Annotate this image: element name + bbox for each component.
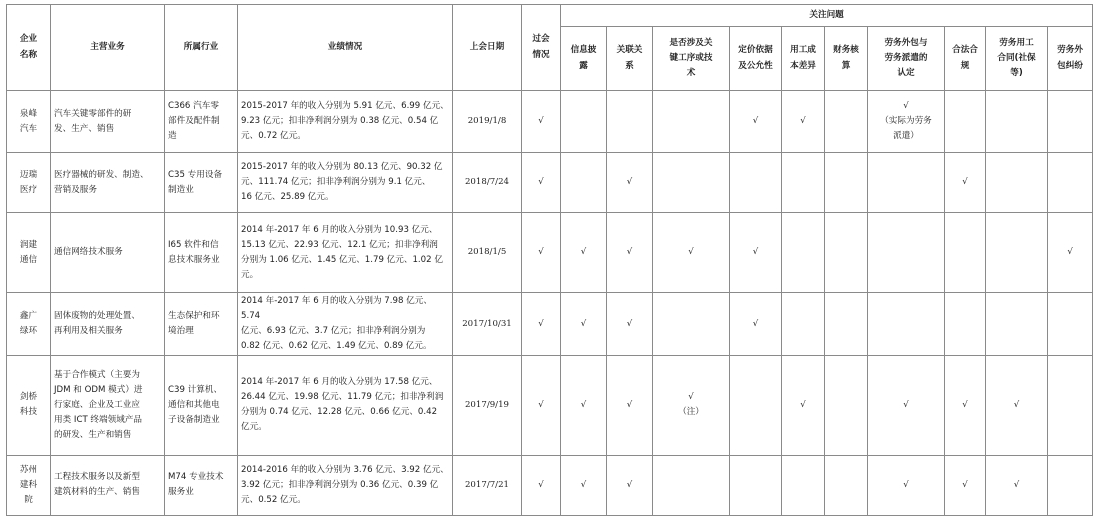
concern-cell bbox=[1048, 153, 1093, 213]
concern-cell: √ bbox=[986, 455, 1048, 515]
performance-cell: 2014 年-2017 年 6 月的收入分别为 7.98 亿元、5.74 亿元、6.93 亿元、3.7 亿元；扣非净利润分别为 0.82 亿元、0.62 亿元、1.49 亿元、0.89 亿元。 bbox=[238, 293, 453, 355]
concern-cell: √ bbox=[986, 355, 1048, 455]
concern-cell: √ bbox=[945, 455, 986, 515]
header-concern-labor-contract: 劳务用工 合同(社保 等) bbox=[986, 27, 1048, 91]
company-name-cell: 鑫广 绿环 bbox=[7, 293, 51, 355]
passed-cell: √ bbox=[522, 153, 561, 213]
performance-cell: 2015-2017 年的收入分别为 80.13 亿元、90.32 亿 元、111.74 亿元；扣非净利润分别为 9.1 亿元、 16 亿元、25.89 亿元。 bbox=[238, 153, 453, 213]
concern-cell bbox=[825, 91, 868, 153]
company-name-cell: 剑桥 科技 bbox=[7, 355, 51, 455]
concern-cell bbox=[986, 91, 1048, 153]
industry-cell: I65 软件和信 息技术服务业 bbox=[165, 213, 238, 293]
business-cell: 基于合作模式（主要为 JDM 和 ODM 模式）进 行家庭、企业及工业应 用类 ICT 终端领域产品 的研发、生产和销售 bbox=[51, 355, 165, 455]
concern-cell: √ bbox=[561, 355, 607, 455]
concern-cell: √ bbox=[561, 213, 607, 293]
header-business: 主营业务 bbox=[51, 5, 165, 91]
table-row bbox=[7, 153, 1093, 213]
concern-cell bbox=[782, 455, 825, 515]
concern-cell bbox=[986, 213, 1048, 293]
concern-cell: √ bbox=[607, 153, 653, 213]
header-concern-compliance: 合法合 规 bbox=[945, 27, 986, 91]
concern-cell: √ bbox=[868, 455, 945, 515]
concern-cell bbox=[653, 91, 730, 153]
company-name-cell: 苏州 建科 院 bbox=[7, 455, 51, 515]
concern-cell: √ bbox=[561, 455, 607, 515]
concern-cell bbox=[825, 153, 868, 213]
concern-cell: √ bbox=[561, 293, 607, 355]
header-date: 上会日期 bbox=[453, 5, 522, 91]
header-concern-outsourcing: 劳务外包与 劳务派遣的 认定 bbox=[868, 27, 945, 91]
industry-cell: C366 汽车零 部件及配件制 造 bbox=[165, 91, 238, 153]
review-date-cell: 2017/9/19 bbox=[453, 355, 522, 455]
header-passed: 过会 情况 bbox=[522, 5, 561, 91]
business-cell: 汽车关键零部件的研 发、生产、销售 bbox=[51, 91, 165, 153]
business-cell: 医疗器械的研发、制造、 营销及服务 bbox=[51, 153, 165, 213]
business-cell: 通信网络技术服务 bbox=[51, 213, 165, 293]
header-concern-disputes: 劳务外 包纠纷 bbox=[1048, 27, 1093, 91]
concern-cell: √ bbox=[730, 91, 782, 153]
header-company: 企业 名称 bbox=[7, 5, 51, 91]
table-row bbox=[7, 293, 1093, 355]
header-concern-accounting: 财务核 算 bbox=[825, 27, 868, 91]
concern-cell bbox=[945, 213, 986, 293]
company-name-cell: 泉峰 汽车 bbox=[7, 91, 51, 153]
industry-cell: C39 计算机、 通信和其他电 子设备制造业 bbox=[165, 355, 238, 455]
concern-cell bbox=[825, 213, 868, 293]
concern-cell bbox=[1048, 355, 1093, 455]
industry-cell: 生态保护和环 境治理 bbox=[165, 293, 238, 355]
concern-cell bbox=[653, 153, 730, 213]
concern-cell: √ bbox=[868, 355, 945, 455]
performance-cell: 2014-2016 年的收入分别为 3.76 亿元、3.92 亿元、 3.92 亿元；扣非净利润分别为 0.36 亿元、0.39 亿 元、0.52 亿元。 bbox=[238, 455, 453, 515]
concern-cell bbox=[607, 91, 653, 153]
concern-cell bbox=[782, 213, 825, 293]
table-row bbox=[7, 455, 1093, 515]
concern-cell bbox=[1048, 91, 1093, 153]
passed-cell: √ bbox=[522, 455, 561, 515]
concern-cell bbox=[1048, 455, 1093, 515]
concern-cell bbox=[730, 153, 782, 213]
header-concern-labor-cost: 用工成 本差异 bbox=[782, 27, 825, 91]
review-date-cell: 2017/10/31 bbox=[453, 293, 522, 355]
concern-cell bbox=[868, 293, 945, 355]
header-performance: 业绩情况 bbox=[238, 5, 453, 91]
table-row bbox=[7, 91, 1093, 153]
header-concerns-group: 关注问题 bbox=[561, 5, 1093, 27]
concern-cell bbox=[945, 91, 986, 153]
concern-cell bbox=[653, 293, 730, 355]
concern-cell: √ bbox=[782, 91, 825, 153]
concern-cell: √ bbox=[607, 355, 653, 455]
concern-cell bbox=[653, 455, 730, 515]
concern-cell bbox=[1048, 293, 1093, 355]
passed-cell: √ bbox=[522, 355, 561, 455]
concern-cell: √ bbox=[607, 213, 653, 293]
performance-cell: 2014 年-2017 年 6 月的收入分别为 17.58 亿元、 26.44 亿元、19.98 亿元、11.79 亿元；扣非净利润 分别为 0.74 亿元、12.28 亿元、0.66 亿元、0.42 亿元。 bbox=[238, 355, 453, 455]
concern-cell bbox=[825, 293, 868, 355]
performance-cell: 2014 年-2017 年 6 月的收入分别为 10.93 亿元、 15.13 亿元、22.93 亿元、12.1 亿元；扣非净利润 分别为 1.06 亿元、1.45 亿元、1.79 亿元、1.02 亿 元。 bbox=[238, 213, 453, 293]
review-date-cell: 2019/1/8 bbox=[453, 91, 522, 153]
header-concern-disclosure: 信息披 露 bbox=[561, 27, 607, 91]
concern-cell: √ bbox=[945, 153, 986, 213]
concern-cell: √ bbox=[607, 455, 653, 515]
performance-cell: 2015-2017 年的收入分别为 5.91 亿元、6.99 亿元、 9.23 亿元；扣非净利润分别为 0.38 亿元、0.54 亿 元、0.72 亿元。 bbox=[238, 91, 453, 153]
business-cell: 工程技术服务以及新型 建筑材料的生产、销售 bbox=[51, 455, 165, 515]
concern-cell bbox=[986, 293, 1048, 355]
header-industry: 所属行业 bbox=[165, 5, 238, 91]
review-date-cell: 2018/7/24 bbox=[453, 153, 522, 213]
concern-cell: √ bbox=[607, 293, 653, 355]
concern-cell bbox=[986, 153, 1048, 213]
concern-cell: √ bbox=[945, 355, 986, 455]
concern-cell: √ bbox=[782, 355, 825, 455]
passed-cell: √ bbox=[522, 213, 561, 293]
table-row bbox=[7, 213, 1093, 293]
review-date-cell: 2018/1/5 bbox=[453, 213, 522, 293]
concern-cell: √ bbox=[730, 213, 782, 293]
header-concern-key-process: 是否涉及关 键工序或技 术 bbox=[653, 27, 730, 91]
concern-cell: √ bbox=[1048, 213, 1093, 293]
header-concern-pricing: 定价依据 及公允性 bbox=[730, 27, 782, 91]
ipo-concerns-table bbox=[6, 4, 1093, 516]
concern-cell: √ bbox=[730, 293, 782, 355]
company-name-cell: 润建 通信 bbox=[7, 213, 51, 293]
table-row bbox=[7, 355, 1093, 455]
concern-cell bbox=[730, 455, 782, 515]
concern-cell bbox=[945, 293, 986, 355]
industry-cell: M74 专业技术 服务业 bbox=[165, 455, 238, 515]
concern-cell: √ bbox=[653, 213, 730, 293]
concern-cell bbox=[825, 455, 868, 515]
concern-cell bbox=[782, 153, 825, 213]
concern-cell bbox=[868, 153, 945, 213]
concern-cell bbox=[561, 153, 607, 213]
industry-cell: C35 专用设备 制造业 bbox=[165, 153, 238, 213]
header-concern-related-party: 关联关 系 bbox=[607, 27, 653, 91]
passed-cell: √ bbox=[522, 293, 561, 355]
concern-cell: √ （注） bbox=[653, 355, 730, 455]
concern-cell bbox=[782, 293, 825, 355]
review-date-cell: 2017/7/21 bbox=[453, 455, 522, 515]
concern-cell bbox=[730, 355, 782, 455]
concern-cell bbox=[868, 213, 945, 293]
company-name-cell: 迈瑞 医疗 bbox=[7, 153, 51, 213]
concern-cell: √ （实际为劳务 派遣） bbox=[868, 91, 945, 153]
passed-cell: √ bbox=[522, 91, 561, 153]
concern-cell bbox=[561, 91, 607, 153]
concern-cell bbox=[825, 355, 868, 455]
business-cell: 固体废物的处理处置、 再利用及相关服务 bbox=[51, 293, 165, 355]
